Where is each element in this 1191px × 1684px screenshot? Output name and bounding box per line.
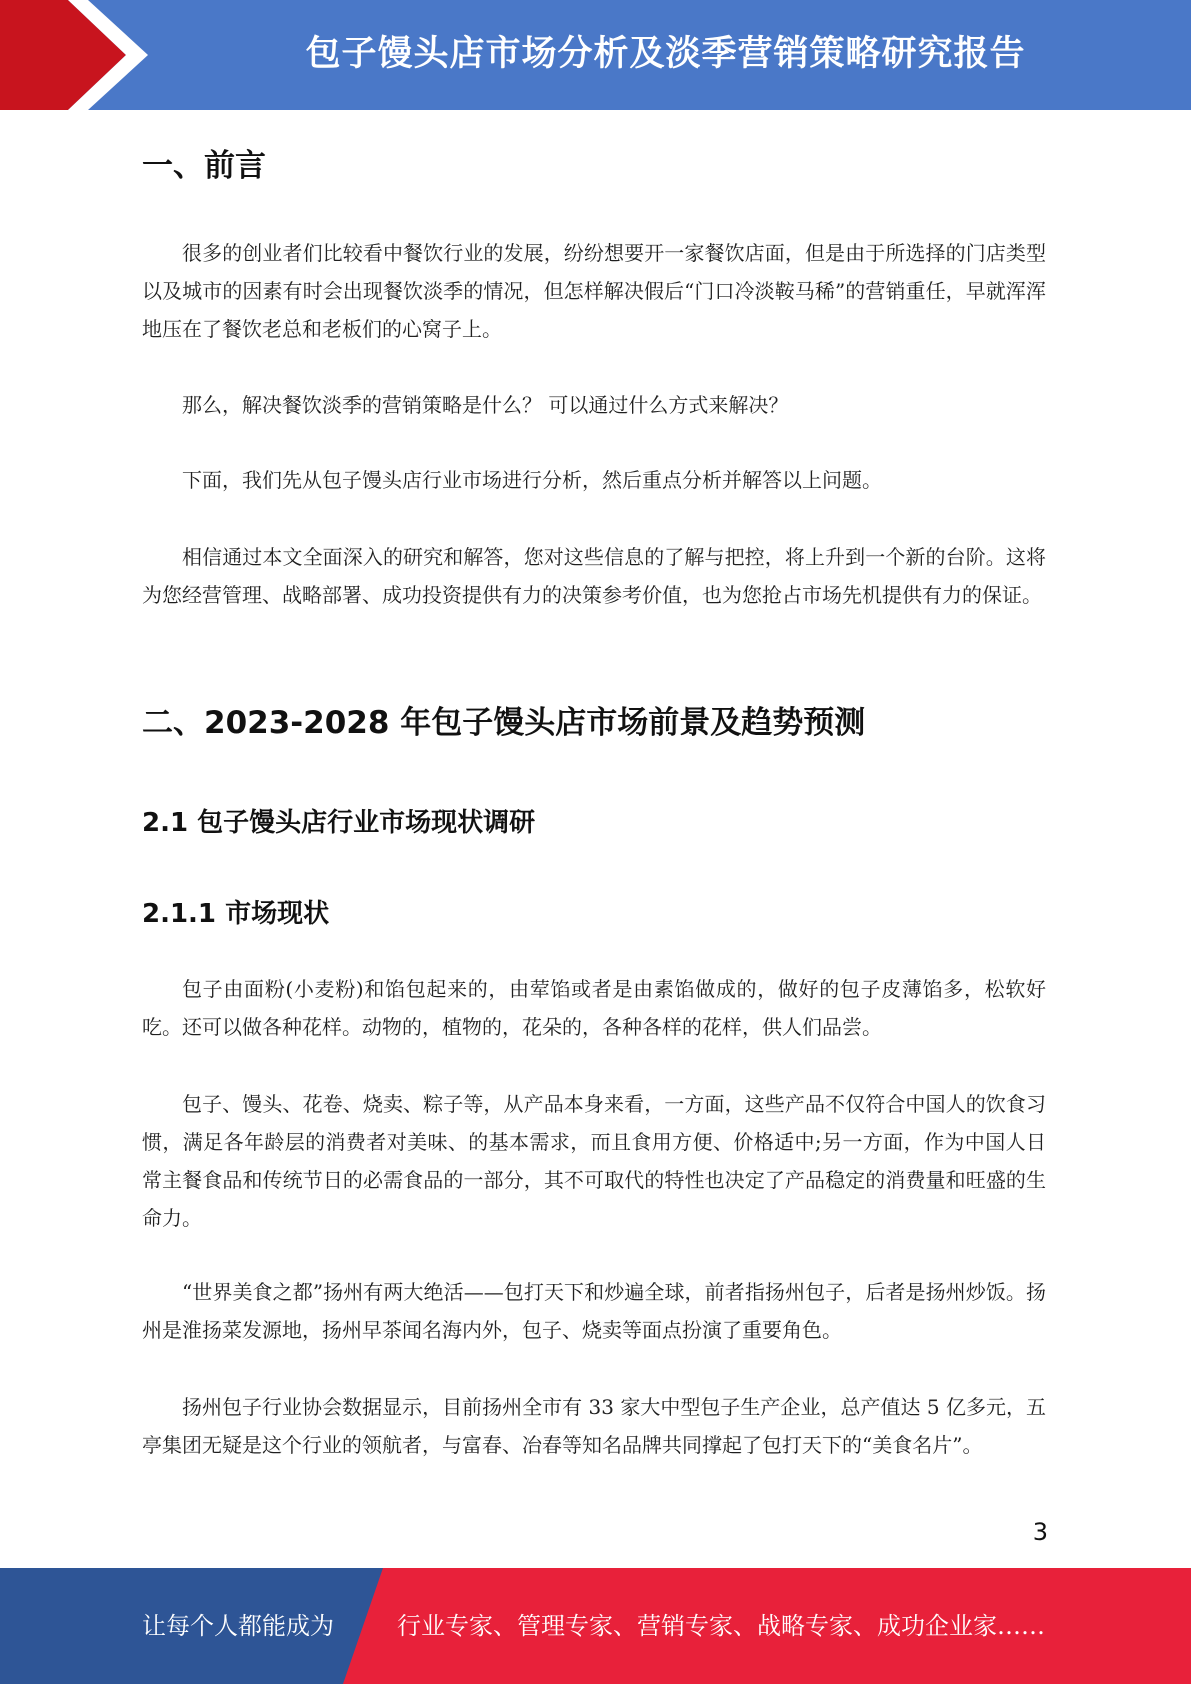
paragraph: 包子由面粉(小麦粉)和馅包起来的，由荤馅或者是由素馅做成的，做好的包子皮薄馅多，松软好吃。还可以做各种花样。动物的，植物的，花朵的，各种各样的花样，供人们品尝。 — [142, 977, 1046, 1039]
section-heading-preface: 一、前言 — [142, 148, 266, 184]
footer-banner — [0, 1568, 1191, 1684]
paragraph: “世界美食之都”扬州有两大绝活——包打天下和炒遍全球，前者指扬州包子，后者是扬州炒饭。扬州是淮扬菜发源地，扬州早茶闻名海内外，包子、烧卖等面点扮演了重要角色。 — [142, 1280, 1046, 1342]
paragraph: 相信通过本文全面深入的研究和解答，您对这些信息的了解与把控，将上升到一个新的台阶。这将为您经营管理、战略部署、成功投资提供有力的决策参考价值，也为您抢占市场先机提供有力的保证。 — [142, 545, 1046, 607]
header-banner — [0, 0, 1191, 110]
footer-slogan-right: 行业专家、管理专家、营销专家、战略专家、成功企业家…… — [397, 1612, 1045, 1640]
paragraph: 扬州包子行业协会数据显示，目前扬州全市有 33 家大中型包子生产企业，总产值达 5 亿多元，五亭集团无疑是这个行业的领航者，与富春、冶春等知名品牌共同撑起了包打天下的“美食名片”。 — [142, 1395, 1046, 1457]
paragraph: 那么，解决餐饮淡季的营销策略是什么？ 可以通过什么方式来解决？ — [182, 393, 789, 417]
report-title: 包子馒头店市场分析及淡季营销策略研究报告 — [305, 34, 1026, 74]
page-number: 3 — [1032, 1518, 1048, 1546]
paragraph: 下面，我们先从包子馒头店行业市场进行分析，然后重点分析并解答以上问题。 — [182, 468, 882, 492]
paragraph: 很多的创业者们比较看中餐饮行业的发展，纷纷想要开一家餐饮店面，但是由于所选择的门店类型以及城市的因素有时会出现餐饮淡季的情况，但怎样解决假后“门口冷淡鞍马稀”的营销重任，早就浑浑地压在了餐饮老总和老板们的心窝子上。 — [142, 241, 1046, 341]
paragraph: 包子、馒头、花卷、烧卖、粽子等，从产品本身来看，一方面，这些产品不仅符合中国人的饮食习惯，满足各年龄层的消费者对美味、的基本需求，而且食用方便、价格适中;另一方面，作为中国人日常主餐食品和传统节日的必需食品的一部分，其不可取代的特性也决定了产品稳定的消费量和旺盛的生命力。 — [142, 1092, 1046, 1230]
footer-slogan-left: 让每个人都能成为 — [142, 1612, 334, 1640]
subsubsection-heading: 2.1.1 市场现状 — [142, 899, 330, 929]
subsection-heading: 2.1 包子馒头店行业市场现状调研 — [142, 808, 536, 838]
section-heading-forecast: 二、2023-2028 年包子馒头店市场前景及趋势预测 — [142, 705, 866, 741]
